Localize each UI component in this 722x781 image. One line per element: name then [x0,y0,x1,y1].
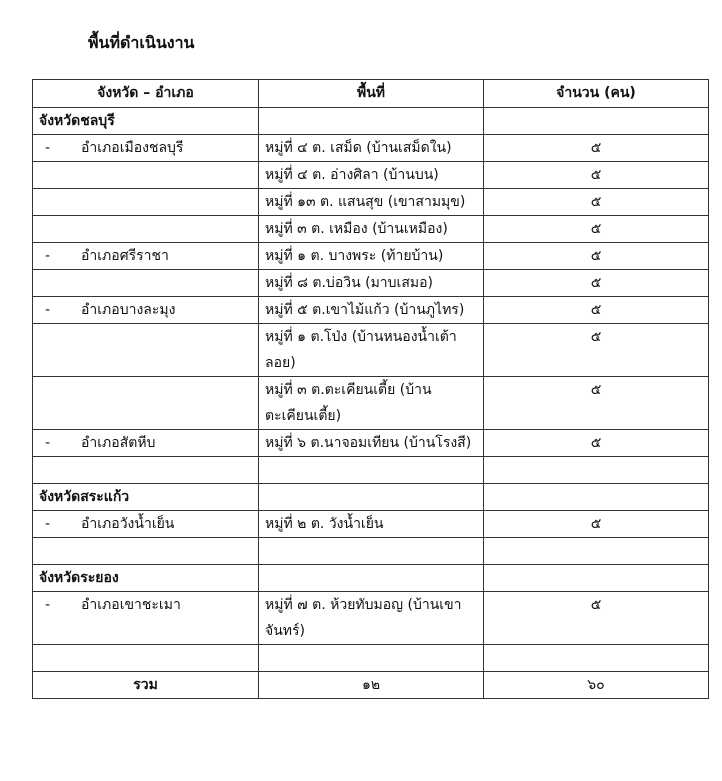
district-name: อำเภอเมืองชลบุรี [81,140,184,156]
table-row [33,457,709,484]
count-cell: ๕ [484,270,709,297]
table-body [33,108,709,672]
count-cell: ๕ [484,377,709,430]
area-cell: หมู่ที่ ๑ ต. บางพระ (ท้ายบ้าน) [259,243,484,270]
district-cell [33,135,259,162]
count-cell: ๕ [484,189,709,216]
count-cell: ๕ [484,135,709,162]
district-cell [33,189,259,216]
list-dash: - [45,516,51,532]
table-row [33,189,709,216]
district-name: อำเภอศรีราชา [81,248,169,264]
count-cell: ๕ [484,162,709,189]
table-row [33,511,709,538]
area-cell: หมู่ที่ ๑๓ ต. แสนสุข (เขาสามมุข) [259,189,484,216]
table-row [33,243,709,270]
province-row [33,108,709,135]
area-cell [259,484,484,511]
header-area: พื้นที่ [259,80,484,108]
area-cell [259,538,484,565]
district-cell [33,270,259,297]
area-cell: หมู่ที่ ๓ ต.ตะเคียนเตี้ย (บ้านตะเคียนเตี้ย) [259,377,484,430]
table-row [33,592,709,645]
count-cell: ๕ [484,592,709,645]
table-row [33,645,709,672]
district-name: อำเภอบางละมุง [81,302,176,318]
district-cell [33,645,259,672]
area-cell: หมู่ที่ ๑ ต.โป่ง (บ้านหนองน้ำเต้าลอย) [259,324,484,377]
count-cell [484,108,709,135]
area-cell: หมู่ที่ ๘ ต.บ่อวิน (มาบเสมอ) [259,270,484,297]
count-cell [484,538,709,565]
area-cell [259,108,484,135]
area-cell: หมู่ที่ ๔ ต. เสม็ด (บ้านเสม็ดใน) [259,135,484,162]
count-cell: ๕ [484,297,709,324]
province-row [33,484,709,511]
area-cell: หมู่ที่ ๗ ต. ห้วยทับมอญ (บ้านเขาจันทร์) [259,592,484,645]
province-cell: จังหวัดระยอง [33,565,259,592]
area-cell: หมู่ที่ ๓ ต. เหมือง (บ้านเหมือง) [259,216,484,243]
count-cell: ๕ [484,243,709,270]
district-cell [33,511,259,538]
count-cell [484,645,709,672]
total-label: รวม [33,672,259,699]
area-cell [259,645,484,672]
list-dash: - [45,248,51,264]
area-cell: หมู่ที่ ๔ ต. อ่างศิลา (บ้านบน) [259,162,484,189]
area-cell: หมู่ที่ ๕ ต.เขาไม้แก้ว (บ้านภูไทร) [259,297,484,324]
district-name: อำเภอสัตหีบ [81,435,156,451]
province-cell: จังหวัดชลบุรี [33,108,259,135]
area-cell [259,457,484,484]
total-count: ๖๐ [484,672,709,699]
district-cell [33,592,259,645]
total-areas: ๑๒ [259,672,484,699]
work-area-table [32,79,709,699]
district-cell [33,297,259,324]
table-header-row [33,80,709,108]
count-cell [484,484,709,511]
district-name: อำเภอเขาชะเมา [81,597,181,613]
count-cell: ๕ [484,430,709,457]
count-cell [484,565,709,592]
count-cell [484,457,709,484]
district-cell [33,430,259,457]
district-cell [33,162,259,189]
page-title: พื้นที่ดำเนินงาน [88,33,195,52]
count-cell: ๕ [484,511,709,538]
district-name: อำเภอวังน้ำเย็น [81,516,175,532]
list-dash: - [45,435,51,451]
table-row [33,270,709,297]
province-cell: จังหวัดสระแก้ว [33,484,259,511]
district-cell [33,243,259,270]
header-province-district: จังหวัด – อำเภอ [33,80,259,108]
table-row [33,216,709,243]
district-cell [33,377,259,430]
count-cell: ๕ [484,216,709,243]
total-row [33,672,709,699]
area-cell: หมู่ที่ ๒ ต. วังน้ำเย็น [259,511,484,538]
district-cell [33,324,259,377]
area-cell [259,565,484,592]
table-row [33,324,709,377]
district-cell [33,216,259,243]
province-row [33,565,709,592]
table-row [33,135,709,162]
list-dash: - [45,302,51,318]
header-count: จำนวน (คน) [484,80,709,108]
area-cell: หมู่ที่ ๖ ต.นาจอมเทียน (บ้านโรงสี) [259,430,484,457]
table-row [33,430,709,457]
list-dash: - [45,140,51,156]
district-cell [33,538,259,565]
list-dash: - [45,597,51,613]
table-row [33,538,709,565]
district-cell [33,457,259,484]
table-row [33,297,709,324]
count-cell: ๕ [484,324,709,377]
table-row [33,377,709,430]
table-row [33,162,709,189]
